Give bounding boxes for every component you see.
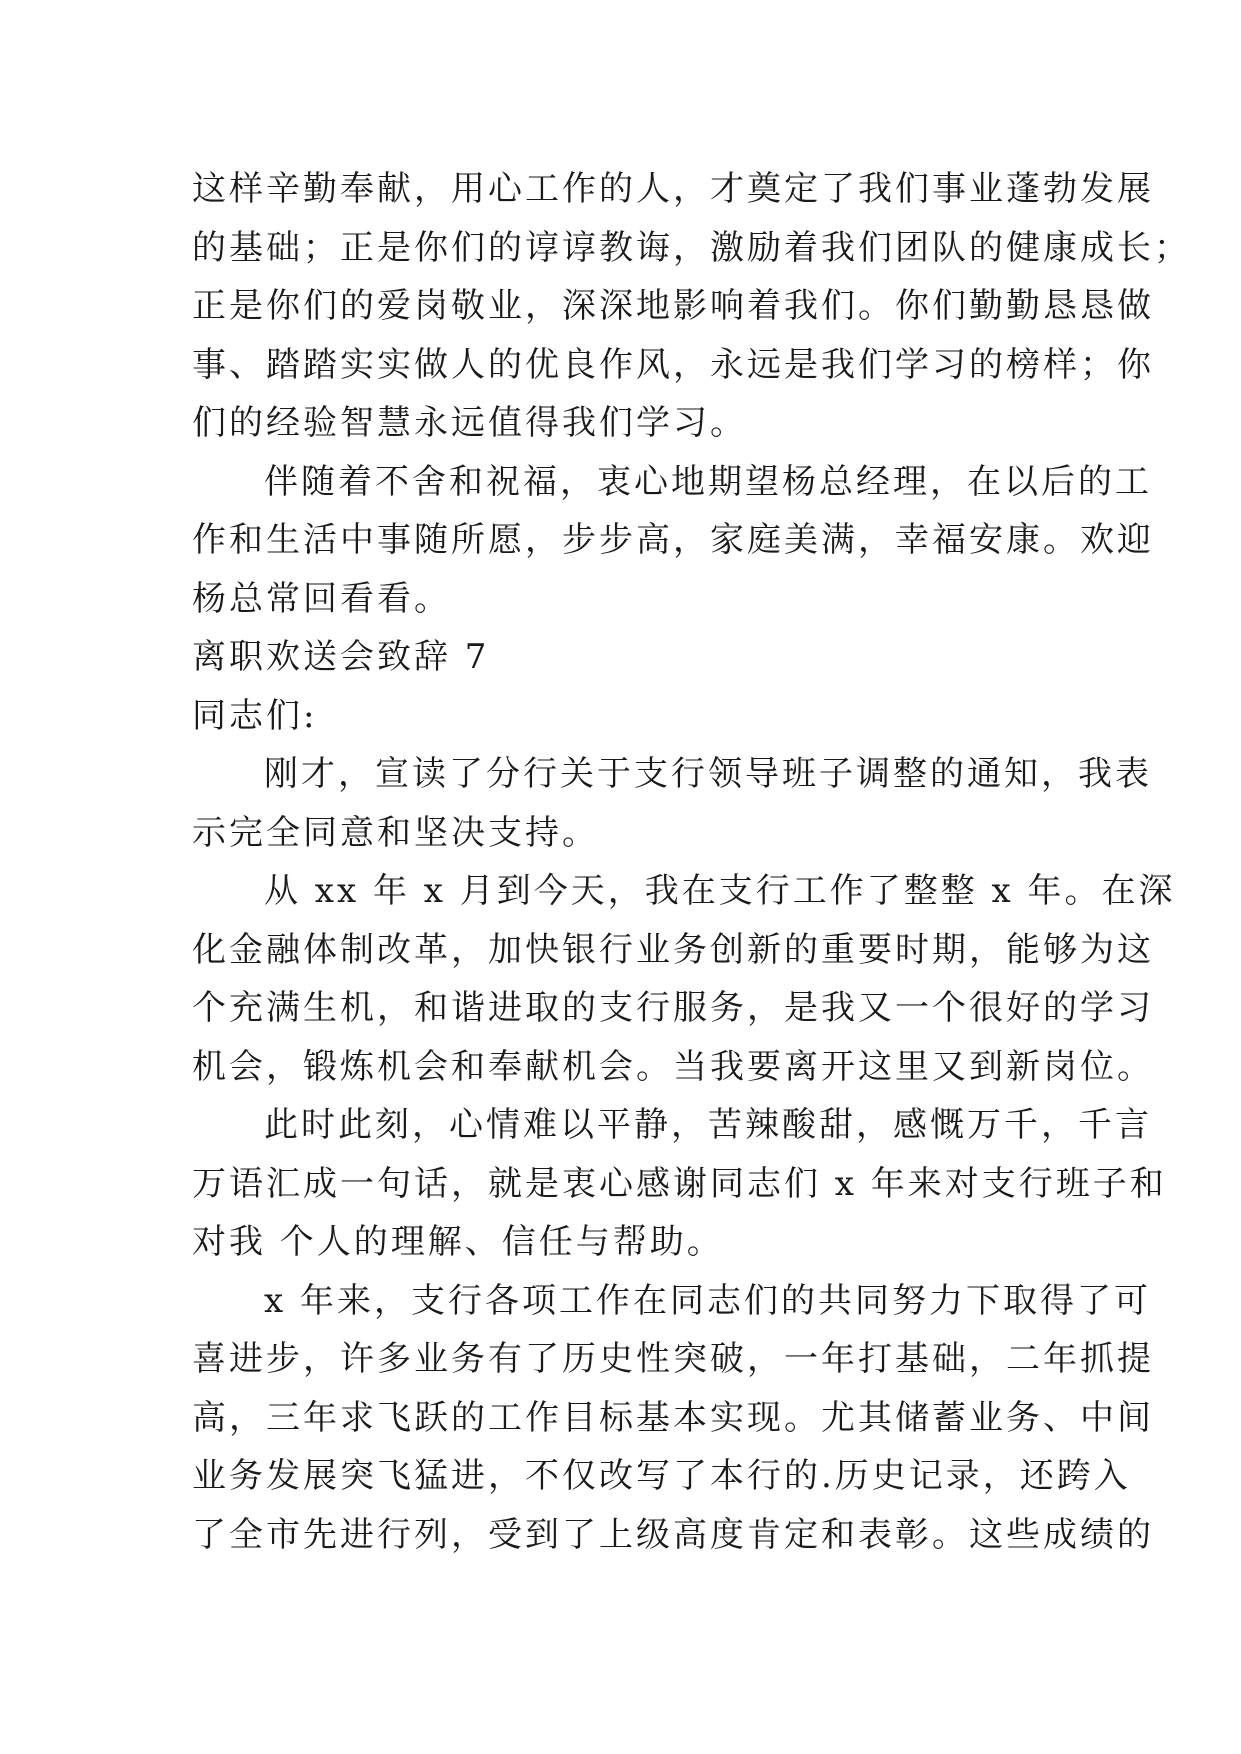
paragraph-start-line: x 年来，支行各项工作在同志们的共同努力下取得了可 (264, 1280, 1151, 1321)
text-line: 业务发展突飞猛进，不仅改写了本行的.历史记录，还跨入 (192, 1456, 1131, 1496)
section-heading: 离职欢送会致辞 7 (192, 637, 490, 677)
text-line: 事、踏踏实实做人的优良作风，永远是我们学习的榜样；你 (192, 344, 1154, 385)
text-line: 对我 个人的理解、信任与帮助。 (192, 1222, 724, 1262)
text-line: 喜进步，许多业务有了历史性突破，一年打基础，二年抓提 (192, 1339, 1154, 1379)
text-line: 作和生活中事随所愿，步步高，家庭美满，幸福安康。欢迎 (192, 520, 1154, 560)
text-line: 万语汇成一句话，就是衷心感谢同志们 x 年来对支行班子和 (192, 1163, 1167, 1204)
paragraph-start-line: 刚才，宣读了分行关于支行领导班子调整的通知，我表 (264, 754, 1152, 794)
paragraph-start-line: 从 xx 年 x 月到今天，我在支行工作了整整 x 年。在深 (264, 871, 1176, 911)
text-line: 的基础；正是你们的谆谆教诲，激励着我们团队的健康成长； (192, 227, 1191, 268)
text-line: 机会，锻炼机会和奉献机会。当我要离开这里又到新岗位。 (192, 1046, 1154, 1087)
document-body (192, 160, 1191, 1564)
text-line: 了全市先进行列，受到了上级高度肯定和表彰。这些成绩的 (192, 1514, 1154, 1555)
text-line: 化金融体制改革，加快银行业务创新的重要时期，能够为这 (192, 929, 1154, 970)
text-line: 高，三年求飞跃的工作目标基本实现。尤其储蓄业务、中间 (192, 1397, 1154, 1438)
text-line: 正是你们的爱岗敬业，深深地影响着我们。你们勤勤恳恳做 (192, 286, 1154, 326)
text-line: 杨总常回看看。 (192, 578, 451, 619)
salutation: 同志们: (192, 695, 318, 736)
text-line: 个充满生机，和谐进取的支行服务，是我又一个很好的学习 (192, 988, 1154, 1028)
paragraph-start-line: 此时此刻，心情难以平静，苦辣酸甜，感慨万千，千言 (264, 1105, 1152, 1145)
text-line: 示完全同意和坚决支持。 (192, 812, 599, 853)
paragraph-start-line: 伴随着不舍和祝福，衷心地期望杨总经理，在以后的工 (264, 461, 1152, 502)
text-line: 们的经验智慧永远值得我们学习。 (192, 403, 747, 443)
text-line: 这样辛勤奉献，用心工作的人，才奠定了我们事业蓬勃发展 (192, 169, 1154, 209)
